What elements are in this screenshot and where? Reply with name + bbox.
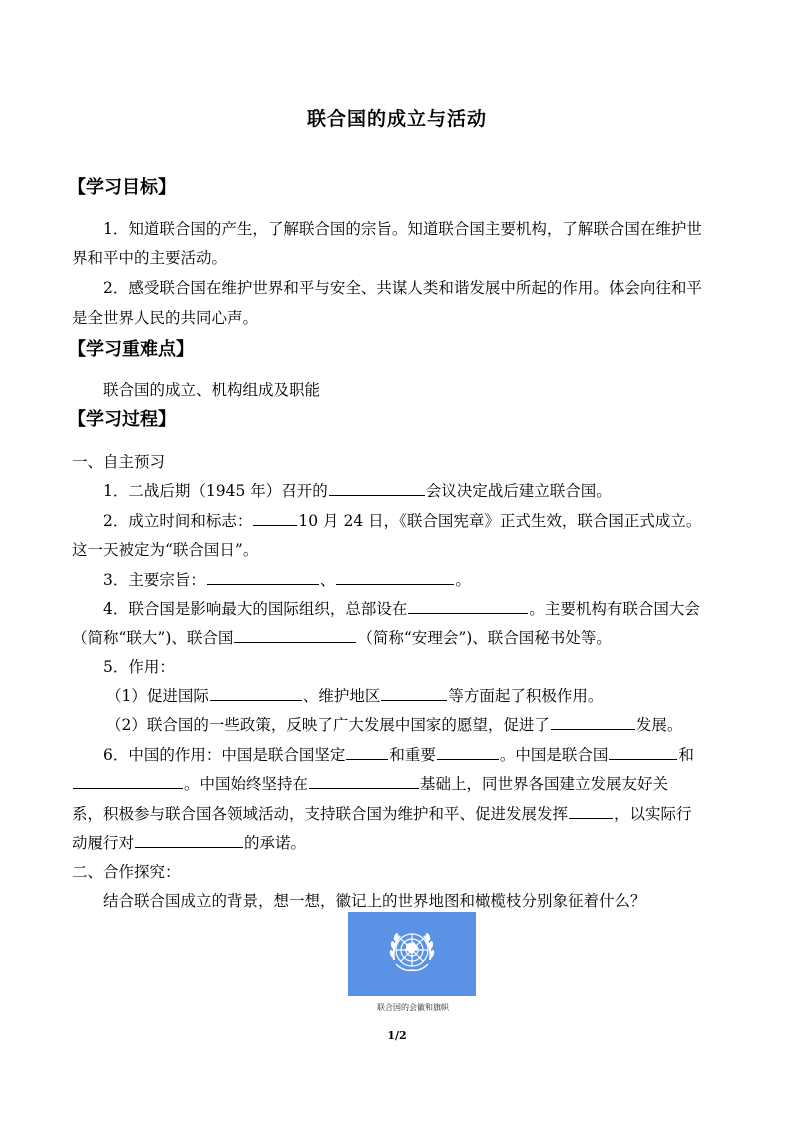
blank — [234, 628, 356, 643]
part-2-heading: 二、合作探究： — [72, 863, 181, 881]
document-title: 联合国的成立与活动 — [306, 108, 487, 130]
question-6-line-2: 。中国始终坚持在 基础上，同世界各国建立发展友好关 — [72, 774, 668, 794]
part-1-heading: 一、自主预习 — [72, 453, 166, 471]
heading-goals: 【学习目标】 — [68, 177, 176, 198]
heading-key-points: 【学习重难点】 — [68, 339, 194, 360]
question-4: 4．联合国是影响最大的国际组织，总部设在 。主要机构有联合国大会 — [103, 600, 700, 618]
question-6-line-3: 系，积极参与联合国各领域活动，支持联合国为维护和平、促进发展发挥 ，以实际行 — [72, 805, 692, 823]
goal-1-line-1: 1．知道联合国的产生，了解联合国的宗旨。知道联合国主要机构，了解联合国在维护世 — [103, 220, 702, 238]
blank — [569, 804, 613, 819]
blank — [73, 774, 183, 789]
page-number: 1/2 — [387, 1029, 407, 1042]
blank — [253, 511, 297, 526]
blank — [336, 570, 454, 585]
blank — [437, 745, 499, 760]
question-6-line-4: 动履行对 的承诺。 — [72, 834, 307, 852]
blank — [309, 774, 419, 789]
goal-1-line-2: 界和平中的主要活动。 — [72, 249, 228, 267]
heading-process: 【学习过程】 — [68, 409, 176, 430]
blank — [346, 745, 388, 760]
blank — [381, 686, 447, 701]
question-4-continued: （简称“联大”)、联合国 （简称“安理会”)、联合国秘书处等。 — [72, 629, 612, 647]
question-1: 1．二战后期（1945 年）召开的 会议决定战后建立联合国。 — [103, 482, 612, 500]
question-5: 5．作用： — [103, 658, 175, 676]
goal-2-line-2: 是全世界人民的共同心声。 — [72, 309, 259, 327]
blank — [408, 599, 528, 614]
blank — [135, 833, 243, 848]
question-2: 2．成立时间和标志： 10 月 24 日，《联合国宪章》正式生效，联合国正式成立。 — [103, 512, 702, 530]
goal-2-line-1: 2．感受联合国在维护世界和平与安全、共谋人类和谐发展中所起的作用。体会向往和平 — [103, 279, 702, 297]
blank — [207, 570, 319, 585]
explore-question: 结合联合国成立的背景，想一想，徽记上的世界地图和橄榄枝分别象征着什么？ — [103, 892, 646, 910]
un-figure — [348, 912, 478, 1013]
question-5-item-1: （1）促进国际 、维护地区 等方面起了积极作用。 — [106, 687, 604, 705]
un-flag — [348, 912, 476, 996]
question-6: 6．中国的作用：中国是联合国坚定 和重要 。中国是联合国 和 — [103, 746, 694, 764]
blank — [609, 745, 677, 760]
key-points-text: 联合国的成立、机构组成及职能 — [103, 381, 321, 399]
un-emblem-icon — [348, 912, 476, 996]
question-5-item-2: （2）联合国的一些政策，反映了广大发展中国家的愿望，促进了 发展。 — [106, 716, 683, 734]
blank — [329, 481, 425, 496]
question-3: 3．主要宗旨： 、 。 — [103, 571, 471, 589]
blank — [551, 715, 635, 730]
figure-caption: 联合国的会徽和旗帜 — [377, 1003, 449, 1012]
blank — [210, 686, 302, 701]
question-2-continued: 这一天被定为“联合国日”。 — [72, 541, 259, 559]
